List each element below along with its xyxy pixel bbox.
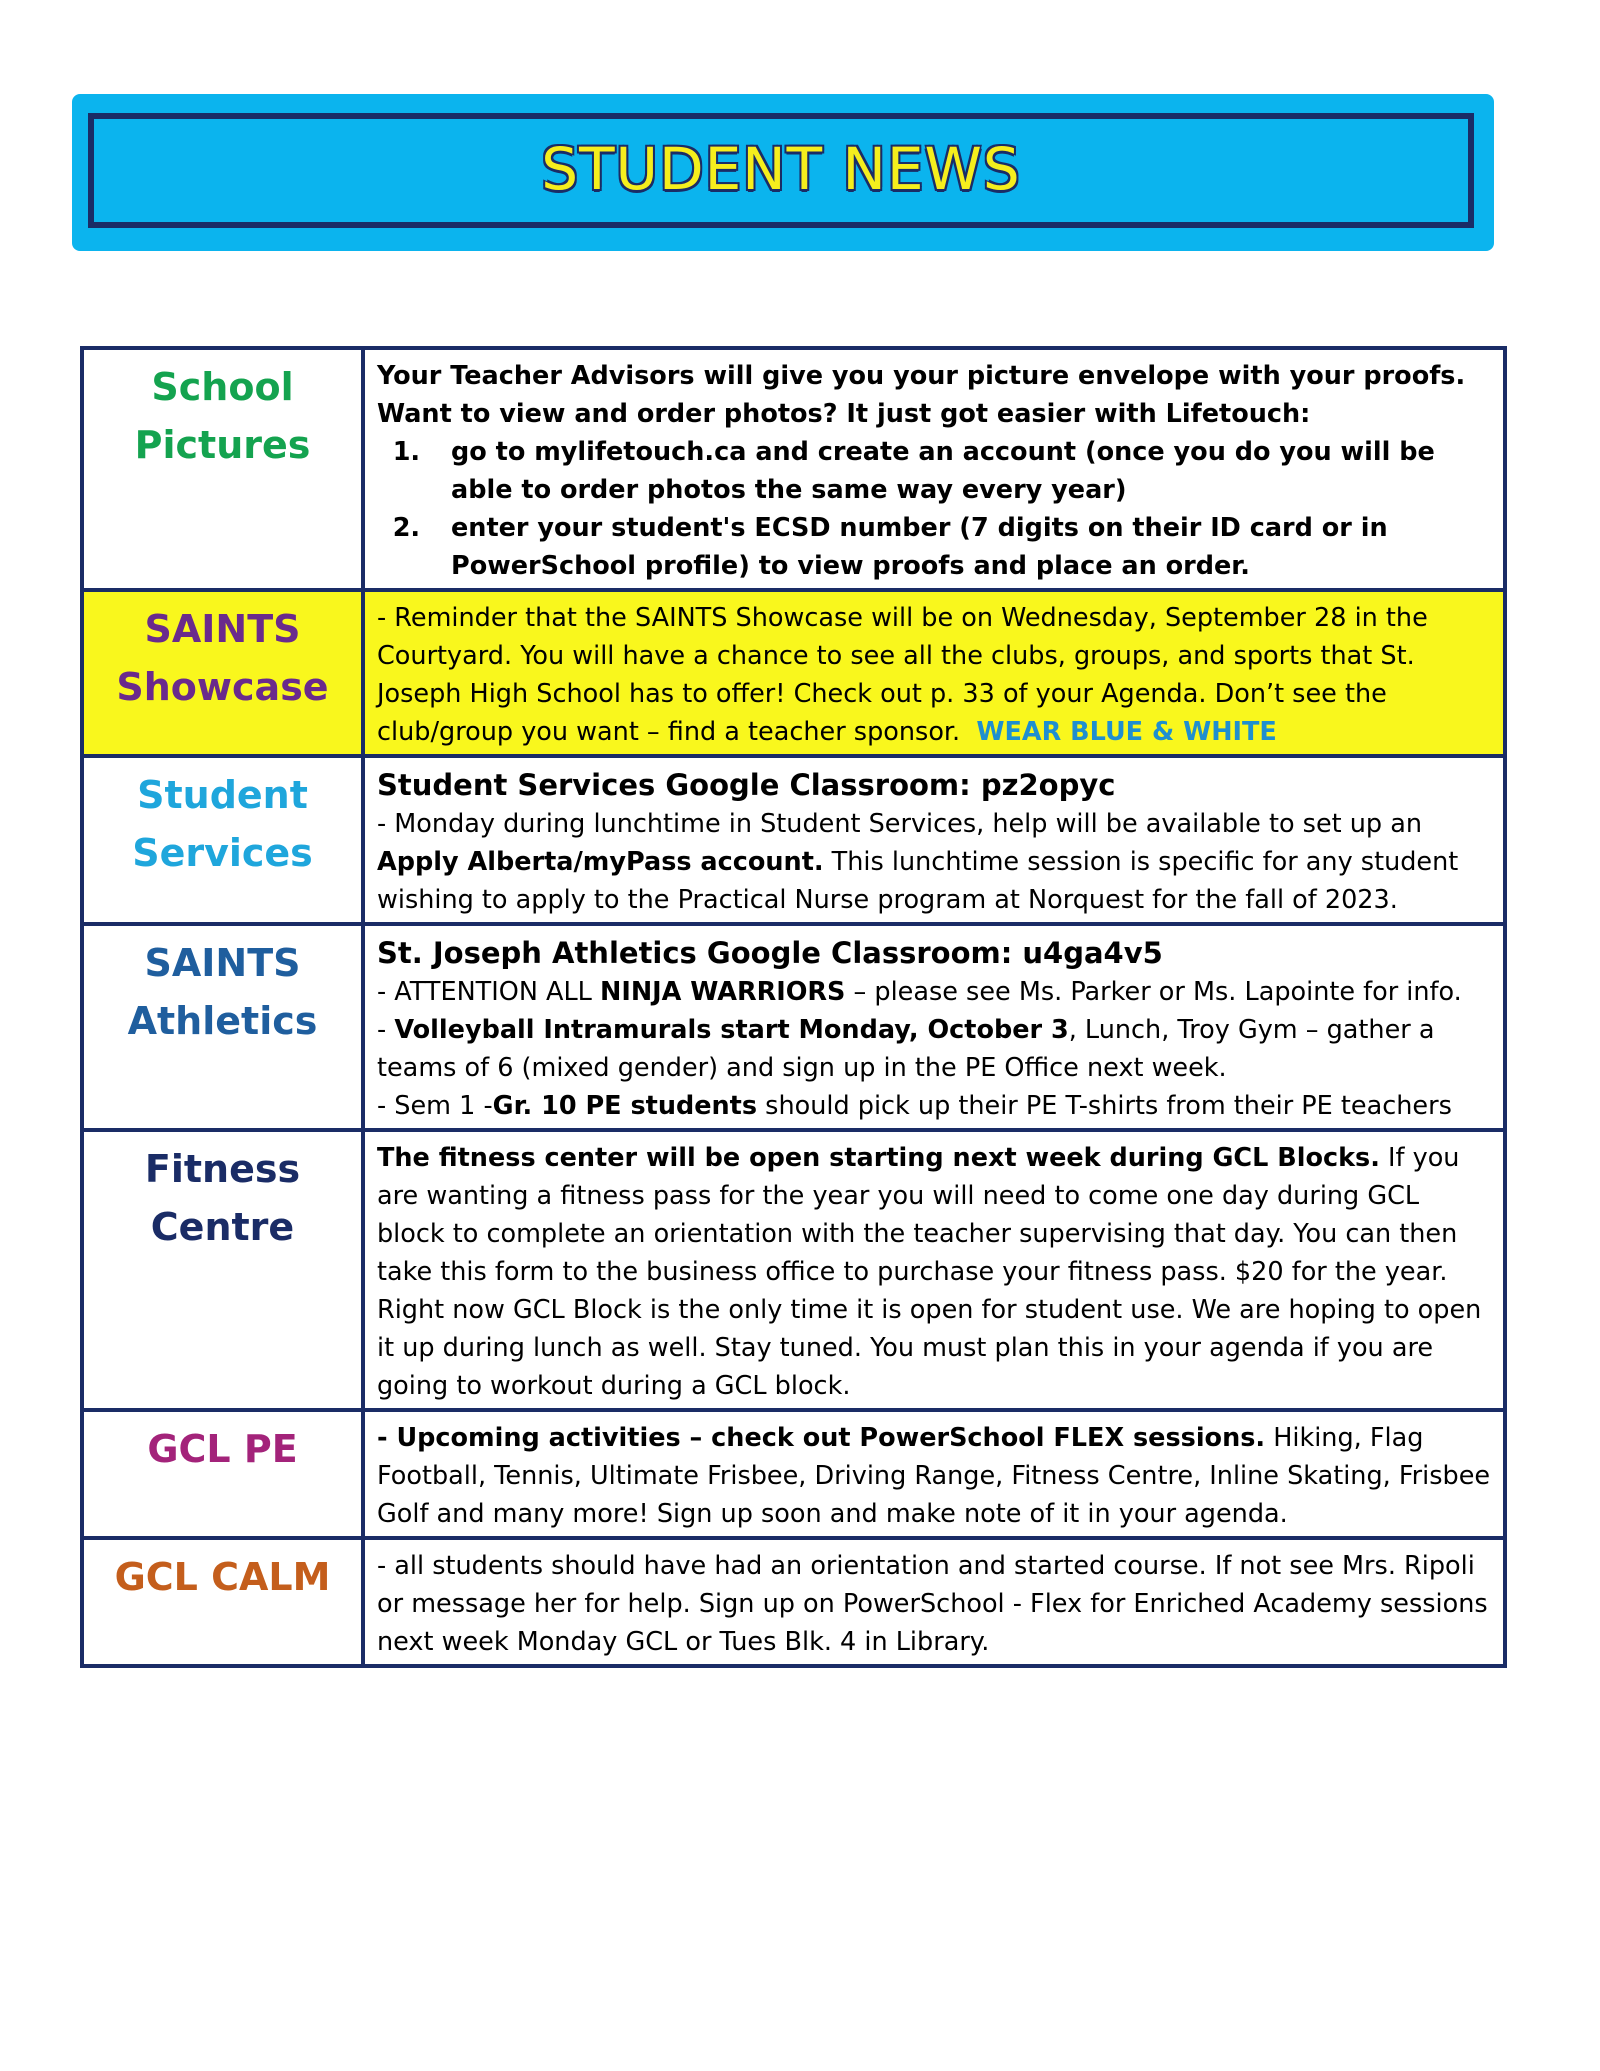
- label-gcl-calm: [82, 1538, 363, 1666]
- steps-list: [377, 433, 1491, 585]
- label-line: GCL PE: [147, 1427, 298, 1471]
- page-title: STUDENT NEWS: [541, 134, 1021, 203]
- dress-code-note: WEAR BLUE & WHITE: [976, 717, 1277, 747]
- label-student-services: [82, 756, 363, 924]
- text: If you are wanting a fitness pass for the year you will need to come one day during GCL block to complete an orientation with the teacher supervising that day. You can then take this form to the business office to purchase your fitness pass. $20 for the year.: [377, 1143, 1460, 1287]
- row-gcl-calm: [82, 1538, 1505, 1666]
- label-fitness-centre: [82, 1130, 363, 1410]
- label-saints-showcase: [82, 590, 363, 756]
- text-bold: Gr. 10 PE students: [492, 1091, 758, 1121]
- text-line: Your Teacher Advisors will give you your picture envelope with your proofs.: [377, 361, 1466, 391]
- content-fitness-centre: [363, 1130, 1505, 1410]
- text-bold: The fitness center will be open starting next week during GCL Blocks.: [377, 1143, 1380, 1173]
- label-saints-athletics: [82, 924, 363, 1130]
- classroom-code-heading: St. Joseph Athletics Google Classroom: u4ga4v5: [377, 936, 1163, 970]
- text-line: [377, 1011, 1491, 1087]
- text: -: [377, 1015, 395, 1045]
- label-line: Showcase: [116, 665, 329, 709]
- banner-frame: [88, 113, 1474, 228]
- text: - Monday during lunchtime in Student Services, help will be available to set up an: [377, 809, 1422, 839]
- text-line: Want to view and order photos? It just got easier with Lifetouch:: [377, 399, 1311, 429]
- text: Hiking, Flag Football, Tennis, Ultimate Frisbee, Driving Range, Fitness Centre, Inline Skating, Frisbee Golf and many more! Sign up soon and make note of it in your agenda.: [377, 1423, 1491, 1529]
- label-line: GCL CALM: [114, 1555, 331, 1599]
- content-gcl-pe: [363, 1410, 1505, 1538]
- text-bold: Apply Alberta/myPass account.: [377, 847, 824, 877]
- label-line: School: [151, 365, 294, 409]
- row-gcl-pe: [82, 1410, 1505, 1538]
- row-school-pictures: [82, 348, 1505, 590]
- list-item: 1. go to mylifetouch.ca and create an account (once you do you will be able to order photos the same way every year): [429, 433, 1491, 509]
- label-gcl-pe: [82, 1410, 363, 1538]
- row-saints-athletics: [82, 924, 1505, 1130]
- text: - Reminder that the SAINTS Showcase will be on Wednesday, September 28 in the Courtyard. You will have a chance to see all the clubs, groups, and sports that St. Joseph High School has to offer! Check out p. 33 of your Agenda. Don’t see the club/group you want – find a teacher sponsor.: [377, 603, 1428, 747]
- row-student-services: [82, 756, 1505, 924]
- label-line: Athletics: [127, 999, 318, 1043]
- text-bold: - Upcoming activities – check out PowerSchool FLEX sessions.: [377, 1423, 1266, 1453]
- text-bold: NINJA WARRIORS: [599, 977, 846, 1007]
- text: should pick up their PE T-shirts from their PE teachers: [757, 1091, 1452, 1121]
- list-item: 2. enter your student's ECSD number (7 digits on their ID card or in PowerSchool profile) to view proofs and place an order.: [429, 509, 1491, 585]
- text: – please see Ms. Parker or Ms. Lapointe for info.: [845, 977, 1462, 1007]
- text: This lunchtime session is specific for any student wishing to apply to the Practical Nurse program at Norquest for the fall of 2023.: [377, 847, 1459, 915]
- news-table: [80, 346, 1507, 1668]
- label-line: Services: [132, 831, 313, 875]
- label-line: Pictures: [134, 423, 311, 467]
- text-paragraph: [377, 1139, 1491, 1291]
- content-school-pictures: [363, 348, 1505, 590]
- content-gcl-calm: [363, 1538, 1505, 1666]
- content-saints-athletics: [363, 924, 1505, 1130]
- label-line: SAINTS: [144, 607, 301, 651]
- text: - Sem 1 -: [377, 1091, 493, 1121]
- label-line: Centre: [150, 1205, 295, 1249]
- text-paragraph: Right now GCL Block is the only time it is open for student use. We are hoping to open it up during lunch as well. Stay tuned. You must plan this in your agenda if you are going to workout during a GCL block.: [377, 1295, 1482, 1401]
- label-line: Fitness: [144, 1147, 301, 1191]
- banner: [72, 94, 1494, 251]
- text: , Lunch, Troy Gym – gather a teams of 6 (mixed gender) and sign up in the PE Office next week.: [377, 1015, 1435, 1083]
- label-school-pictures: [82, 348, 363, 590]
- content-saints-showcase: [363, 590, 1505, 756]
- text: - ATTENTION ALL: [377, 977, 600, 1007]
- row-saints-showcase: [82, 590, 1505, 756]
- text-line: [377, 1087, 1491, 1125]
- classroom-code-heading: Student Services Google Classroom: pz2opyc: [377, 768, 1116, 802]
- content-student-services: [363, 756, 1505, 924]
- row-fitness-centre: [82, 1130, 1505, 1410]
- label-line: SAINTS: [144, 941, 301, 985]
- text: - all students should have had an orientation and started course. If not see Mrs. Ripoli or message her for help. Sign up on PowerSchool - Flex for Enriched Academy sessions next week Monday GCL or Tues Blk. 4 in Library.: [377, 1551, 1488, 1657]
- text-bold: Volleyball Intramurals start Monday, October 3: [394, 1015, 1069, 1045]
- text-line: [377, 973, 1491, 1011]
- label-line: Student: [137, 773, 308, 817]
